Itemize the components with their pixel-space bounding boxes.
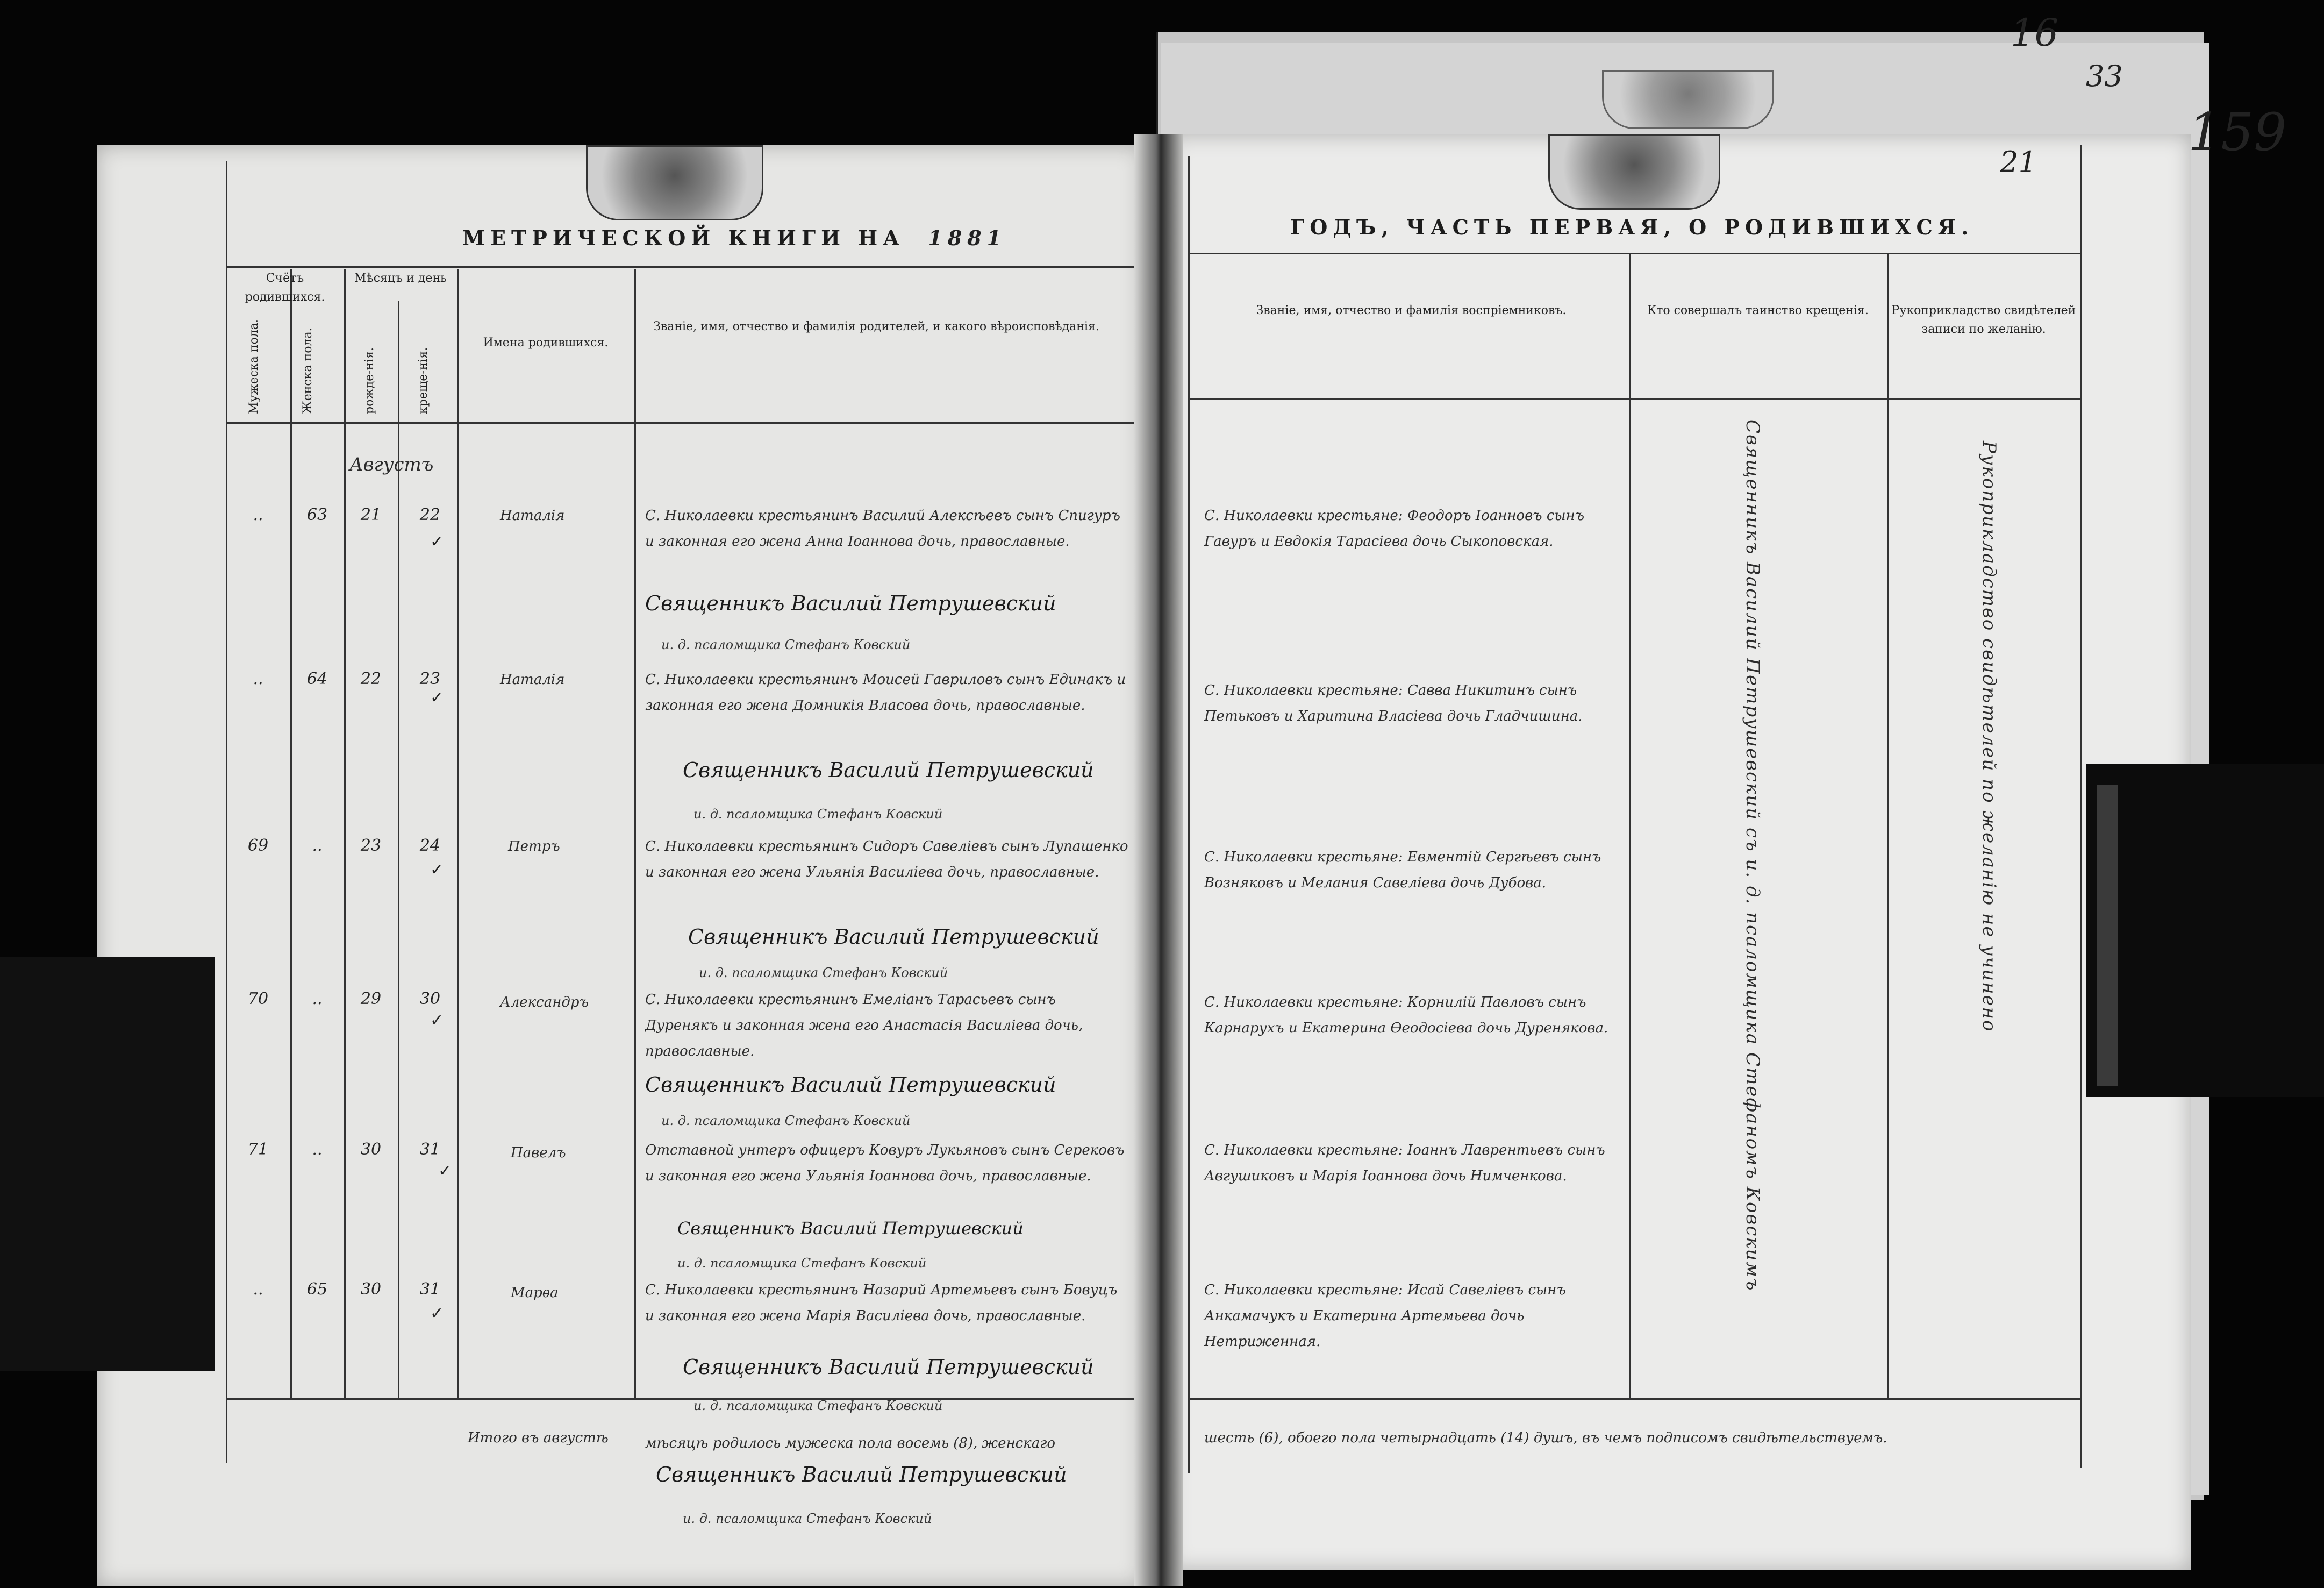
emblem-icon [1602,70,1774,129]
record-born: 30 [360,1140,382,1159]
clerk-signature: и. д. псаломщика Стефанъ Ковский [661,1113,911,1128]
table-rule [290,269,292,1398]
record-male: 70 [247,989,269,1008]
header-parents: Званіе, имя, отчество и фамилія родителей, и какого вѣроисповѣданія. [653,320,1099,333]
total-priest-signature: Священникъ Василий Петрушевский [656,1463,1067,1486]
record-male: .. [253,505,263,524]
record-female: .. [312,989,323,1008]
check-mark-icon: ✓ [430,532,444,551]
record-name: Наталія [500,508,565,524]
archive-number: 159 [2188,102,2287,162]
header-count: Счётъ родившихся. [245,272,325,304]
clerk-signature: и. д. псаломщика Стефанъ Ковский [699,965,948,980]
record-parents: С. Николаевки крестьянинъ Сидоръ Савеліевъ сынъ Лупашенко и законная его жена Ульянія Василіева дочь, православные. [645,838,1128,880]
record-baptized: 22 [419,505,441,524]
record-parents: С. Николаевки крестьянинъ Моисей Гавриловъ сынъ Единакъ и законная его жена Домникія Власова дочь, православные. [645,672,1126,714]
header-godparents: Званіе, имя, отчество и фамилія воспріемниковъ. [1256,304,1567,317]
header-child-name: Имена родившихся. [483,336,609,350]
table-rule [634,269,636,1398]
left-clip [0,957,215,1371]
record-born: 30 [360,1280,382,1299]
priest-signature: Священникъ Василий Петрушевский [645,592,1056,615]
record-name: Петръ [508,838,560,854]
archive-number: 16 [2011,11,2059,55]
record-born: 21 [360,505,382,524]
check-mark-icon: ✓ [430,1304,444,1323]
right-clip-highlight [2097,785,2118,1086]
record-baptized: 23 [419,670,441,688]
record-male: .. [253,670,263,688]
clerk-signature: и. д. псаломщика Стефанъ Ковский [677,1256,927,1271]
check-mark-icon: ✓ [430,860,444,879]
page-number: 21 [2000,145,2037,179]
emblem-icon [586,145,763,220]
priest-signature: Священникъ Василий Петрушевский [683,1355,1094,1379]
table-rule [226,422,1134,424]
record-name: Марѳа [511,1285,559,1301]
header-priest: Кто совершалъ таинство крещенія. [1647,304,1869,317]
record-born: 22 [360,670,382,688]
record-female: 63 [306,505,328,524]
table-rule [457,269,459,1398]
clerk-signature: и. д. псаломщика Стефанъ Ковский [693,807,943,822]
total-clerk-signature: и. д. псаломщика Стефанъ Ковский [683,1511,932,1526]
priest-signature: Священникъ Василий Петрушевский [677,1218,1024,1238]
book-spine [1134,134,1183,1586]
table-rule [226,1398,1134,1400]
record-female: 64 [306,670,328,688]
priest-signature: Священникъ Василий Петрушевский [645,1073,1056,1096]
record-baptized: 24 [419,836,441,855]
record-godparents: С. Николаевки крестьяне: Савва Никитинъ сынъ Петьковъ и Харитина Власіева дочь Гладчишина. [1204,682,1583,724]
record-baptized: 31 [419,1140,441,1159]
record-parents: С. Николаевки крестьянинъ Назарий Артемьевъ сынъ Бовуцъ и законная его жена Марія Василіева дочь, православные. [645,1282,1118,1324]
header-month-day: Мѣсяцъ и день [354,272,447,285]
record-baptized: 30 [419,989,441,1008]
witness-vertical-text: Рукоприкладство свидѣтелей по желанію не учинено [1978,441,2000,1032]
record-name: Наталія [500,672,565,688]
table-rule [344,269,346,1398]
record-male: .. [253,1280,263,1299]
record-female: 65 [306,1280,328,1299]
priest-signature: Священникъ Василий Петрушевский [688,925,1099,949]
right-clip [2086,764,2324,1097]
header-male: Мужеска пола. [247,319,261,414]
record-godparents: С. Николаевки крестьяне: Корнилій Павловъ сынъ Карнарухъ и Екатерина Ѳеодосіева дочь Дуреняковa. [1204,994,1608,1036]
record-godparents: С. Николаевки крестьяне: Феодоръ Іоанновъ сынъ Гавуръ и Евдокія Тарасіева дочь Сыкоповская. [1204,508,1585,550]
record-parents: С. Николаевки крестьянинъ Емеліанъ Тарасьевъ сынъ Дуренякъ и законная жена его Анастасія Василіева дочь, православные. [645,992,1083,1059]
header-born: рожде-нія. [363,347,376,414]
month-label: Августъ [349,454,434,475]
header-witnesses: Рукоприкладство свидѣтелей записи по желанію. [1891,304,2076,337]
emblem-icon [1548,134,1720,210]
total-label: Итого въ августѣ [468,1430,609,1446]
table-rule [1188,253,2080,254]
header-year: 1881 [928,226,1007,250]
header-left: МЕТРИЧЕСКОЙ КНИГИ НА 1881 [462,226,1007,250]
header-right: ГОДЪ, ЧАСТЬ ПЕРВАЯ, О РОДИВШИХСЯ. [1290,215,1974,239]
record-baptized: 31 [419,1280,441,1299]
clerk-signature: и. д. псаломщика Стефанъ Ковский [661,637,911,652]
header-baptized: креще-нія. [417,347,430,414]
total-right: шесть (6), обоего пола четырнадцать (14) душъ, въ чемъ подписомъ свидѣтельствуемъ. [1204,1430,1887,1446]
table-rule [1887,253,1889,1398]
table-rule [2080,145,2082,1468]
record-male: 69 [247,836,269,855]
record-born: 29 [360,989,382,1008]
table-rule [1188,1398,2080,1400]
priest-signature: Священникъ Василий Петрушевский [683,758,1094,782]
archive-number: 33 [2086,59,2123,93]
table-rule [1188,156,1190,1473]
table-rule [226,266,1134,268]
check-mark-icon: ✓ [430,1011,444,1030]
record-female: .. [312,836,323,855]
record-name: Александръ [500,994,589,1010]
record-parents: Отставной унтеръ офицеръ Ковуръ Лукьяновъ сынъ Серековъ и законная его жена Ульянія Іоаннова дочь, православные. [645,1142,1125,1184]
header-female: Женска пола. [301,327,314,414]
table-rule [1629,253,1631,1398]
record-parents: С. Николаевки крестьянинъ Василий Алексѣевъ сынъ Спигуръ и законная его жена Анна Іоаннова дочь, православные. [645,508,1120,550]
total-left: мѣсяцѣ родилось мужеска пола восемь (8), женскаго [645,1435,1056,1451]
clerk-signature: и. д. псаломщика Стефанъ Ковский [693,1398,943,1413]
record-born: 23 [360,836,382,855]
record-female: .. [312,1140,323,1159]
priest-vertical-text: Священникъ Василий Петрушевский съ и. д. псаломщика Стефаномъ Ковскимъ [1742,419,1763,1292]
record-name: Павелъ [511,1145,566,1161]
record-godparents: С. Николаевки крестьяне: Евментій Сергѣевъ сынъ Возняковъ и Мелания Савеліева дочь Дубова. [1204,849,1601,891]
record-godparents: С. Николаевки крестьяне: Іоаннъ Лаврентьевъ сынъ Авгушиковъ и Марія Іоаннова дочь Нимченкова. [1204,1142,1605,1184]
check-mark-icon: ✓ [438,1162,452,1180]
table-rule [1188,398,2080,400]
check-mark-icon: ✓ [430,688,444,707]
record-male: 71 [247,1140,269,1159]
record-godparents: С. Николаевки крестьяне: Исай Савеліевъ сынъ Анкамачукъ и Екатерина Артемьева дочь Нетриженная. [1204,1282,1566,1350]
table-rule [226,161,227,1463]
